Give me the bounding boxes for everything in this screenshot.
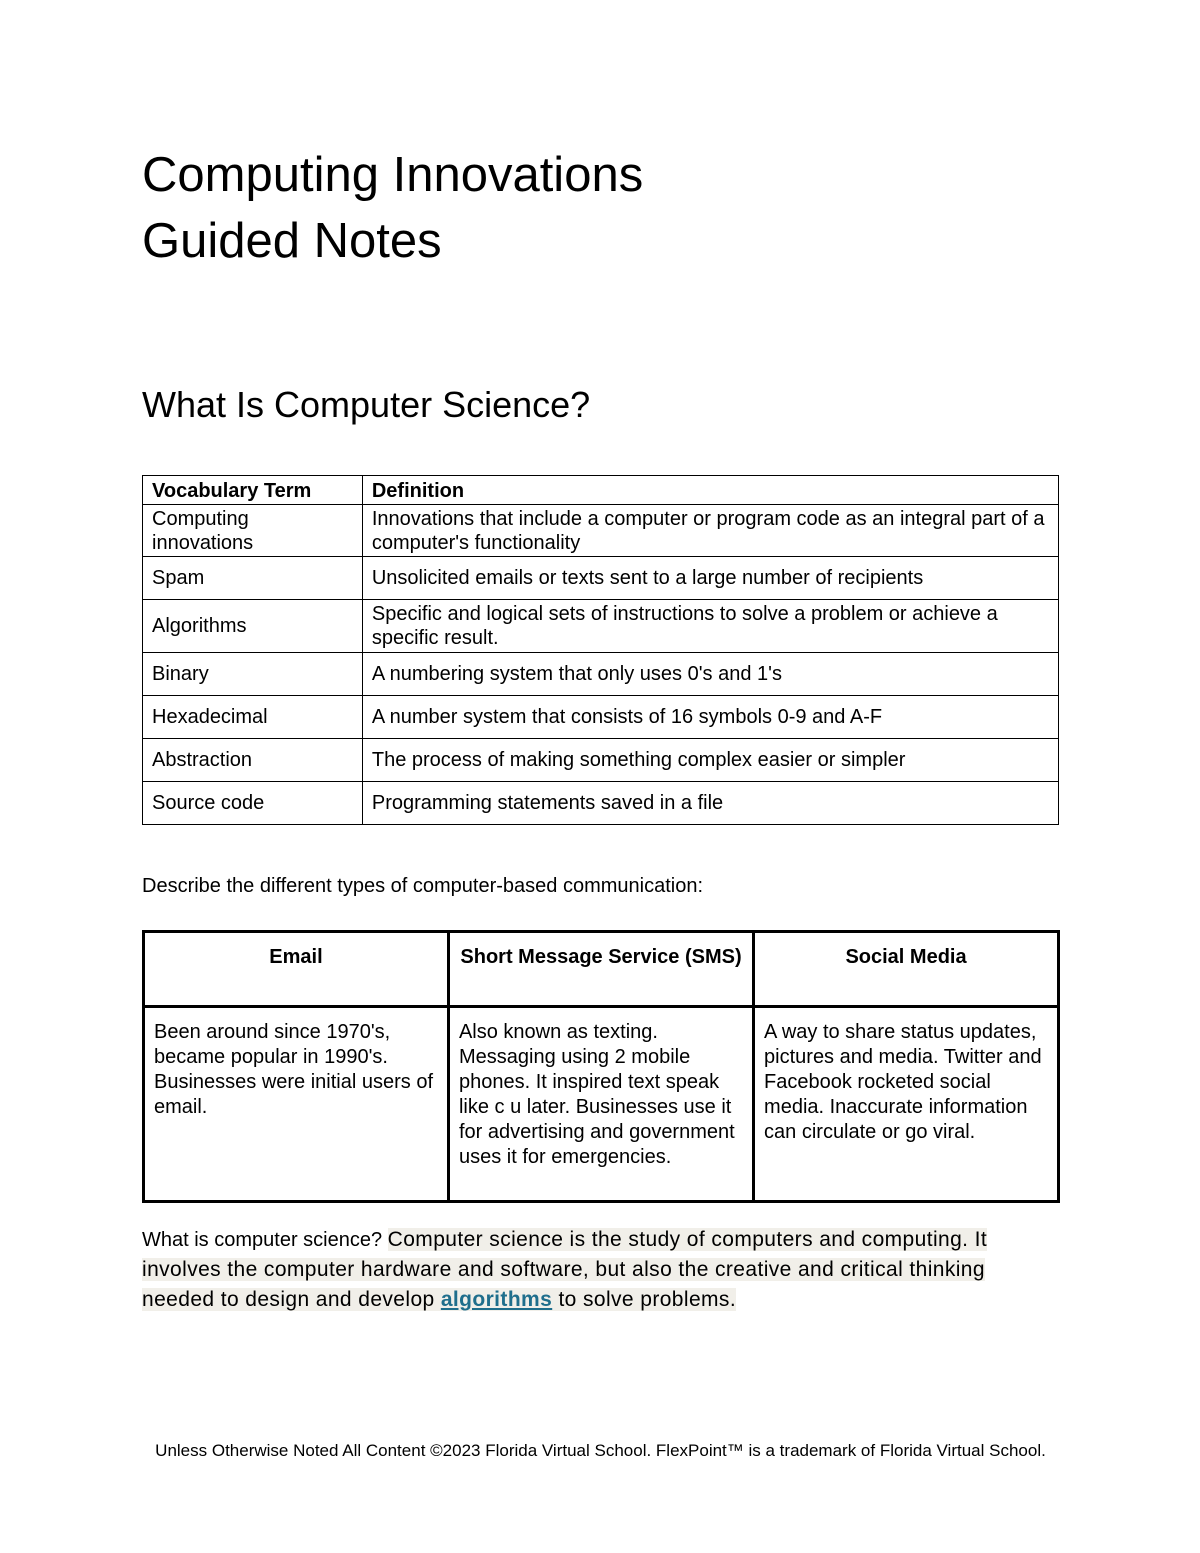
table-row bbox=[143, 782, 1059, 825]
cell-email: Been around since 1970's, became popular in 1990's. Businesses were initial users of email. bbox=[144, 1007, 449, 1202]
table-row bbox=[143, 696, 1059, 739]
vocab-term: Abstraction bbox=[143, 739, 363, 782]
vocabulary-table bbox=[142, 475, 1059, 825]
vocab-term: Binary bbox=[143, 653, 363, 696]
document-title bbox=[142, 142, 643, 274]
header-social-media: Social Media bbox=[754, 932, 1059, 1007]
question-prompt: What is computer science? bbox=[142, 1229, 388, 1251]
vocab-definition: Programming statements saved in a file bbox=[362, 782, 1058, 825]
vocab-term: Hexadecimal bbox=[143, 696, 363, 739]
table-row bbox=[143, 557, 1059, 600]
cell-sms: Also known as texting. Messaging using 2 mobile phones. It inspired text speak like c u later. Businesses use it for advertising and government uses it for emergencies. bbox=[448, 1007, 753, 1202]
header-email: Email bbox=[144, 932, 449, 1007]
vocab-term: Computing innovations bbox=[143, 505, 363, 557]
answer-text-part1: Computer science is the study of computers and computing. It involves the computer hardware and software, but also the creative and critical thinking needed to design and develop bbox=[142, 1228, 988, 1311]
answer-text-part2: to solve problems. bbox=[552, 1288, 737, 1311]
algorithms-link[interactable]: algorithms bbox=[440, 1288, 553, 1311]
header-sms: Short Message Service (SMS) bbox=[448, 932, 753, 1007]
vocab-term: Algorithms bbox=[143, 600, 363, 653]
computer-science-question bbox=[142, 1225, 1059, 1315]
vocab-term: Source code bbox=[143, 782, 363, 825]
section-heading: What Is Computer Science? bbox=[142, 384, 591, 425]
vocab-header-row bbox=[143, 476, 1059, 505]
title-line-2: Guided Notes bbox=[142, 214, 442, 268]
vocab-definition: A number system that consists of 16 symbols 0-9 and A-F bbox=[362, 696, 1058, 739]
table-row bbox=[143, 653, 1059, 696]
table-row bbox=[144, 1007, 1059, 1202]
vocab-header-term: Vocabulary Term bbox=[143, 476, 363, 505]
table-row bbox=[143, 505, 1059, 557]
title-line-1: Computing Innovations bbox=[142, 148, 644, 202]
copyright-footer: Unless Otherwise Noted All Content ©2023 Florida Virtual School. FlexPoint™ is a trademark of Florida Virtual School. bbox=[155, 1441, 1046, 1460]
communication-prompt: Describe the different types of computer-based communication: bbox=[142, 875, 704, 897]
cell-social-media: A way to share status updates, pictures and media. Twitter and Facebook rocketed social media. Inaccurate information can circulate or go viral. bbox=[754, 1007, 1059, 1202]
vocab-definition: A numbering system that only uses 0's and 1's bbox=[362, 653, 1058, 696]
vocab-term: Spam bbox=[143, 557, 363, 600]
communication-table bbox=[142, 930, 1060, 1203]
communication-header-row bbox=[144, 932, 1059, 1007]
table-row bbox=[143, 739, 1059, 782]
vocab-definition: Innovations that include a computer or program code as an integral part of a computer's functionality bbox=[362, 505, 1058, 557]
vocab-definition: Specific and logical sets of instructions to solve a problem or achieve a specific result. bbox=[362, 600, 1058, 653]
vocab-definition: The process of making something complex easier or simpler bbox=[362, 739, 1058, 782]
vocab-header-definition: Definition bbox=[362, 476, 1058, 505]
vocab-definition: Unsolicited emails or texts sent to a large number of recipients bbox=[362, 557, 1058, 600]
table-row bbox=[143, 600, 1059, 653]
